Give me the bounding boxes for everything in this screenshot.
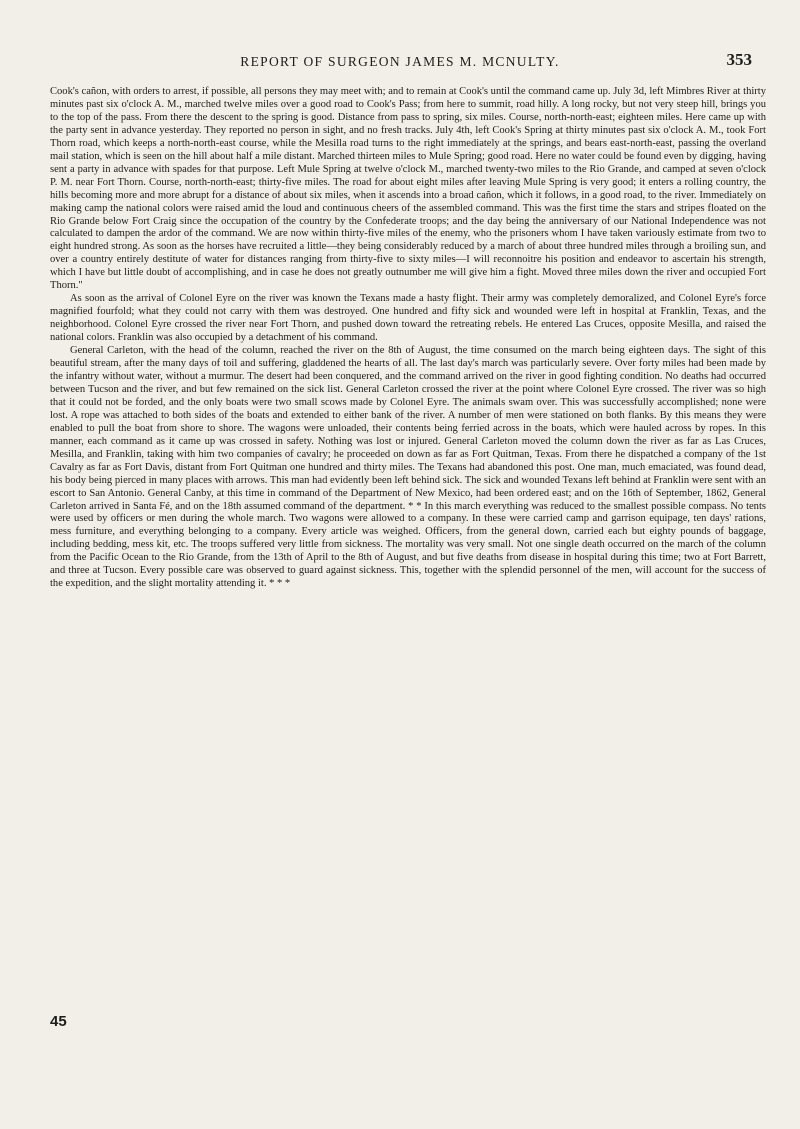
running-header — [0, 48, 800, 78]
running-title: REPORT OF SURGEON JAMES M. MCNULTY. — [240, 54, 560, 69]
paragraph: Cook's cañon, with orders to arrest, if possible, all persons they may meet with; and to remain at Cook's until the command came up. July 3d, left Mimbres River at thirty minutes past six o'clock A. M., marched twelve miles over a good road to Cook's Pass; from here to summit, road hilly. A long rocky, but not very steep hill, brings you to the top of the pass. From there the descent to the spring is good. Distance from pass to spring, six miles. Course, north-north-east; eighteen miles. Here came up with the party sent in advance yesterday. They reported no person in sight, and no fresh tracks. July 4th, left Cook's Spring at thirty minutes past six o'clock A. M., took Fort Thorn road, which keeps a north-north-east course, while the Mesilla road turns to the right immediately at the springs, and bears east-north-east, passing the overland mail station, which is seen on the hill about half a mile distant. Marched thirteen miles to Mule Spring; good road. Here no water could be found even by digging, having sent a party in advance with spades for that purpose. Left Mule Spring at twelve o'clock M., marched twenty-two miles to the Rio Grande, and camped at seven o'clock P. M. near Fort Thorn. Course, north-north-east; thirty-five miles. The road for about eight miles after leaving Mule Spring is very good; it enters a rolling country, the hills becoming more and more abrupt for a distance of about six miles, when it ascends into a broad cañon, which it follows, in a good road, to the river. Immediately on making camp the national colors were raised amid the loud and continuous cheers of the assembled command. This was the first time the stars and stripes floated on the Rio Grande below Fort Craig since the occupation of the country by the Confederate troops; and the day being the anniversary of our National Independence was not calculated to dampen the ardor of the command. We are now within thirty-five miles of the enemy, who the prisoners whom I have taken variously estimate from two to eight hundred strong. As soon as the horses have recruited a little—they being considerably reduced by a march of about three hundred miles through a broiling sun, and over a country entirely destitute of water for distances ranging from thirty-five to sixty miles—I will reconnoitre his position and endeavor to ascertain his strength, which I have but little doubt of accomplishing, and in case he does not greatly outnumber me will give him a fight. Moved three miles down the river and occupied Fort Thorn." — [50, 86, 766, 292]
paragraph: As soon as the arrival of Colonel Eyre on the river was known the Texans made a hasty flight. Their army was completely demoralized, and Colonel Eyre's force magnified fourfold; what they could not carry with them was destroyed. One hundred and fifty sick and wounded were left in hospital at Franklin, Texas, and the neighborhood. Colonel Eyre crossed the river near Fort Thorn, and pushed down toward the retreating rebels. He entered Las Cruces, opposite Mesilla, and raised the national colors. Franklin was also occupied by a detachment of his command. — [50, 293, 766, 344]
paragraph: General Carleton, with the head of the column, reached the river on the 8th of August, the time consumed on the march being eighteen days. The sight of this beautiful stream, after the many days of toil and suffering, gladdened the hearts of all. The last day's march was particularly severe. Over forty miles had been made by the infantry without water, without a murmur. The desert had been conquered, and the command arrived on the river in good fighting condition. No deaths had occurred between Tucson and the river, and but few remained on the sick list. General Carleton crossed the river at the point where Colonel Eyre crossed. The river was so high that it could not be forded, and the only boats were two small scows made by Colonel Eyre. The animals swam over. This was successfully accomplished; none were lost. A rope was attached to both sides of the boats and extended to either bank of the river. A number of men were stationed on both flanks. By this means they were enabled to pull the boat from shore to shore. The wagons were unloaded, their contents being ferried across in the boats, which were hauled across by ropes. In this manner, each command as it came up was crossed in safety. Nothing was lost or injured. General Carleton moved the column down the river as far as Las Cruces, Mesilla, and Franklin, taking with him two companies of cavalry; he proceeded on down as far as Fort Quitman, Texas. From there he dispatched a company of the 1st Cavalry as far as Fort Davis, distant from Fort Quitman one hundred and thirty miles. The Texans had abandoned this post. One man, much emaciated, was found dead, his body being pierced in many places with arrows. This man had evidently been left behind sick. The sick and wounded Texans left behind at Franklin were sent with an escort to San Antonio. General Canby, at this time in command of the Department of New Mexico, had been ordered east; and on the 16th of September, 1862, General Carleton arrived in Santa Fé, and on the 18th assumed command of the department. * * In this march everything was reduced to the smallest possible compass. No tents were used by officers or men during the whole march. Two wagons were allowed to a company. In these were carried camp and garrison equipage, ten days' rations, mess furniture, and everything belonging to a company. Every article was weighed. Officers, from the general down, carried each but eighty pounds of baggage, including bedding, mess kit, etc. The troops suffered very little from sickness. The mortality was very small. Not one single death occurred on the march of the column from the Pacific Ocean to the Rio Grande, from the 13th of April to the 8th of August, and but five deaths from disease in hospital during this time; two at Fort Barrett, and three at Tucson. Every possible care was observed to guard against sickness. This, together with the splendid personnel of the men, will account for the success of the expedition, and the slight mortality attending it. * * * — [50, 345, 766, 590]
footer-number: 45 — [50, 1013, 67, 1030]
page-number: 353 — [726, 50, 752, 69]
body-text — [50, 86, 766, 591]
